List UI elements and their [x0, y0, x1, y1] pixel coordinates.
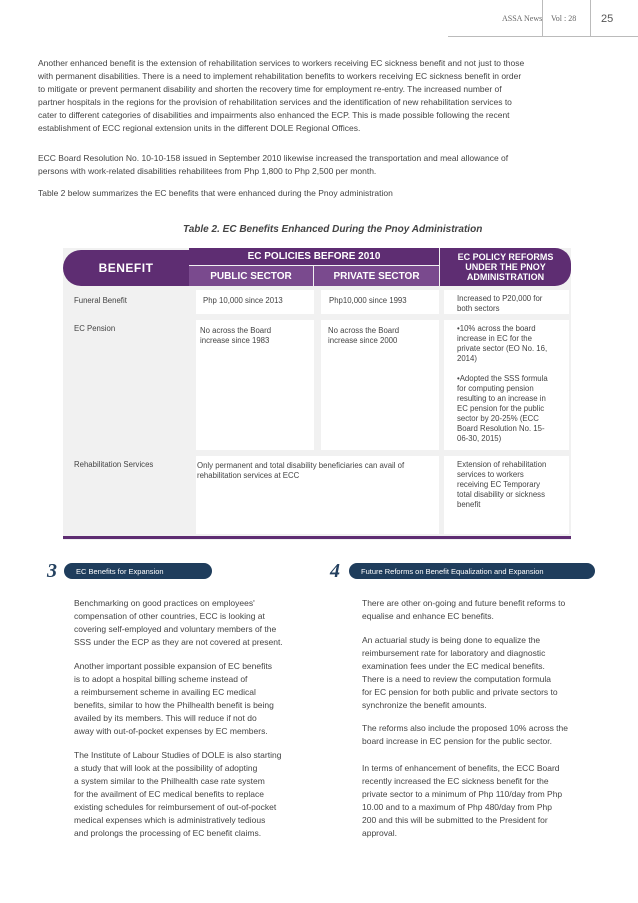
page-number: 25 [601, 13, 614, 25]
cell-funeral-public: Php 10,000 since 2013 [203, 296, 283, 305]
header-policy-reforms: EC POLICY REFORMS UNDER THE PNOY ADMINISTRATION [440, 248, 571, 286]
section-4-paragraph-2: An actuarial study is being done to equalize the reimbursement rate for laboratory and diagnostic examination fees under the EC medical benefits. There is a need to review the computation formula for EC pension for both public and private sectors to synchronize the benefit amounts. [362, 635, 558, 710]
section-3-number: 3 [47, 560, 57, 582]
benefits-table [63, 248, 571, 540]
cell-pension-private: No across the Board increase since 2000 [328, 326, 400, 345]
intro-paragraph-1: Another enhanced benefit is the extension of rehabilitation services to workers receiving EC sickness benefit and not just to those with permanent disabilities. There is a need to implement rehabilitation benefits to workers receiving EC sickness benefit in order to mitigate or prevent permanent disability and shorten the recovery time for employment re-entry. The increased number of partner hospitals in the regions for the provision of rehabilitation services and the identification of new rehabilitation services to cater to different categories of disabilities and impairments also enhanced the ECP. This is made possible following the recent establishment of ECC regional extension units in the different DOLE Regional Offices. [38, 58, 525, 133]
section-4-paragraph-3: The reforms also include the proposed 10% across the board increase in EC pension for the public sector. [362, 723, 569, 746]
header-policies-before-2010: EC POLICIES BEFORE 2010 [189, 248, 439, 265]
table-row-ec-pension: EC Pension [74, 324, 116, 333]
table-row-funeral-benefit: Funeral Benefit [74, 296, 127, 305]
header-public-sector: PUBLIC SECTOR [189, 266, 313, 286]
header-divider [542, 0, 543, 36]
header-private-sector: PRIVATE SECTOR [314, 266, 439, 286]
section-4-paragraph-1: There are other on-going and future benefit reforms to equalise and enhance EC benefits. [362, 598, 566, 621]
volume-label: Vol : 28 [551, 14, 577, 23]
intro-paragraph-2: ECC Board Resolution No. 10-10-158 issued in September 2010 likewise increased the transportation and meal allowance of persons with work-related disabilities rehabilitees from Php 1,800 to Php 2,500 per month. [38, 153, 509, 176]
cell-rehab-reform: Extension of rehabilitation services to workers receiving EC Temporary total disability or sickness benefit [457, 460, 547, 509]
intro-paragraph-3: Table 2 below summarizes the EC benefits that were enhanced during the Pnoy administration [38, 188, 393, 198]
cell-rehab-combined: Only permanent and total disability beneficiaries can avail of rehabilitation services at ECC [197, 461, 405, 480]
section-3-paragraph-3: The Institute of Labour Studies of DOLE is also starting a study that will look at the possibility of adopting a system similar to the Philhealth case rate system for the availment of EC medical benefits to replace existing schedules for reimbursement of out-of-pocket medical expenses which is administratively tedious and prolongs the processing of EC benefit claims. [74, 750, 282, 838]
section-4-number: 4 [330, 560, 340, 582]
table-row-rehabilitation: Rehabilitation Services [74, 460, 154, 469]
page-header [448, 0, 638, 30]
section-3-paragraph-1: Benchmarking on good practices on employees' compensation of other countries, ECC is looking at covering self-employed and voluntary members of the SSS under the ECP as they are not covered at present. [74, 598, 283, 647]
table-title: Table 2. EC Benefits Enhanced During the Pnoy Administration [183, 224, 483, 235]
section-3-paragraph-2: Another important possible expansion of EC benefits is to adopt a hospital billing scheme instead of a reimbursement scheme in availing EC medical benefits, similar to how the Philhealth benefit is being availed by its members. This will reduce if not do away with out-of-pocket expenses by EC members. [74, 661, 274, 736]
cell-pension-reform-b: •Adopted the SSS formula for computing pension resulting to an increase in EC pension for the public sector by 20-25% (ECC Board Resolution No. 15- 06-30, 2015) [457, 374, 548, 443]
cell-pension-reform-a: •10% across the board increase in EC for the private sector (EO No. 16, 2014) [457, 324, 548, 363]
header-divider [590, 0, 591, 36]
header-rule [448, 36, 638, 37]
cell-pension-public: No across the Board increase since 1983 [200, 326, 272, 345]
publication-name: ASSA News [502, 14, 543, 23]
table-bottom-rule [63, 536, 571, 539]
header-benefit: BENEFIT [63, 250, 189, 286]
section-4-paragraph-4: In terms of enhancement of benefits, the ECC Board recently increased the EC sickness benefit for the private sector to a minimum of Php 110/day from Php 10.00 and to a maximum of Php 480/day from Php 200 and this will be submitted to the President for approval. [362, 763, 563, 838]
section-3-label: EC Benefits for Expansion [64, 563, 212, 579]
cell-funeral-private: Php10,000 since 1993 [329, 296, 407, 305]
table-header [63, 248, 571, 286]
section-4-label: Future Reforms on Benefit Equalization and Expansion [349, 563, 595, 579]
cell-funeral-reform: Increased to P20,000 for both sectors [457, 294, 543, 313]
